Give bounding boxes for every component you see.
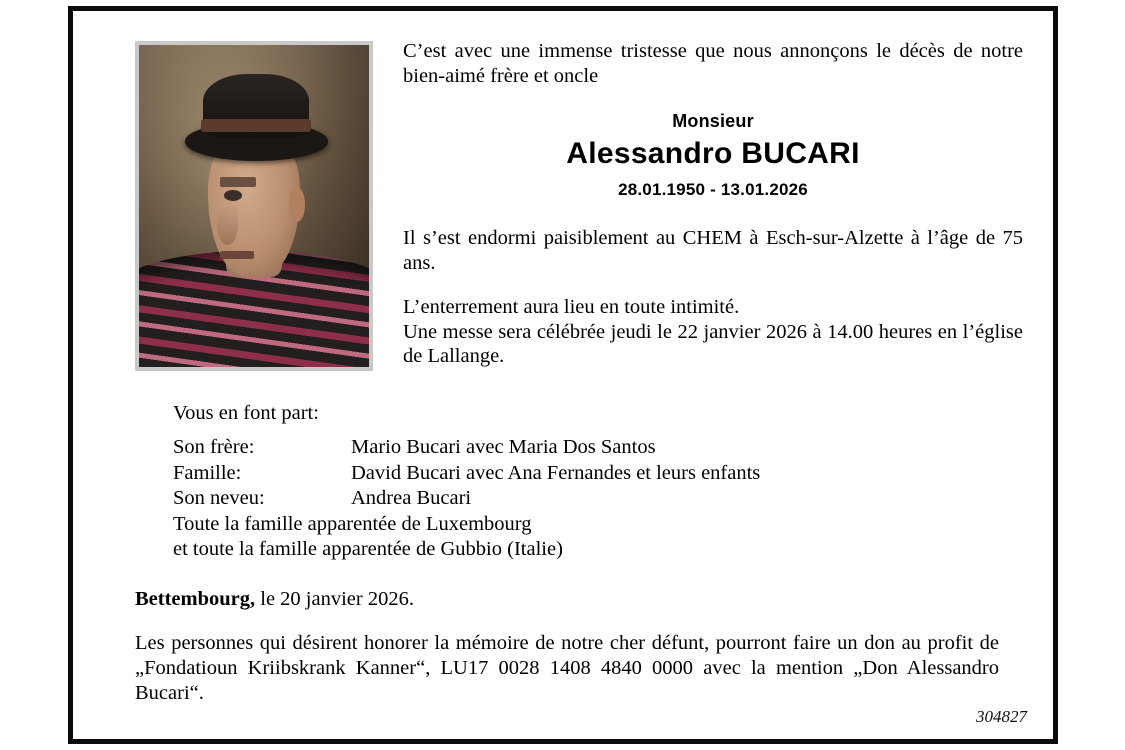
burial-paragraph (403, 295, 1023, 369)
eye-shape (224, 190, 242, 201)
reference-number: 304827 (976, 707, 1027, 726)
obituary-frame (68, 6, 1058, 744)
family-row (173, 435, 1027, 460)
top-section (99, 29, 1027, 371)
burial-line-2: Une messe sera célébrée jeudi le 22 janvier 2026 à 14.00 heures en l’église de Lallange. (403, 320, 1023, 368)
nose-shape (217, 203, 238, 245)
main-text-column (377, 29, 1027, 369)
mouth-shape (220, 251, 255, 259)
family-row (173, 486, 1027, 511)
burial-line-1: L’enterrement aura lieu en toute intimité. (403, 296, 740, 319)
deceased-name: Alessandro BUCARI (566, 137, 860, 170)
family-label: Famille: (173, 461, 242, 484)
family-extra-line-1: Toute la famille apparentée de Luxembourg (173, 512, 532, 535)
family-lead: Vous en font part: (173, 402, 319, 424)
place-date: le 20 janvier 2026. (255, 588, 414, 611)
hat-band-shape (201, 119, 311, 132)
family-label: Son neveu: (173, 487, 265, 510)
family-row (173, 461, 1027, 486)
family-section (99, 401, 1027, 562)
photo-container (99, 29, 377, 371)
portrait-photo (135, 41, 373, 371)
family-label: Son frère: (173, 436, 255, 459)
life-dates: 28.01.1950 - 13.01.2026 (618, 180, 808, 199)
passing-paragraph: Il s’est endormi paisiblement au CHEM à Esch-sur-Alzette à l’âge de 75 ans. (403, 227, 1023, 274)
family-value: Mario Bucari avec Maria Dos Santos (351, 436, 656, 459)
ear-shape (289, 187, 305, 222)
honorific-label: Monsieur (672, 111, 754, 131)
place-name: Bettembourg, (135, 588, 256, 611)
family-extra-line-2: et toute la famille apparentée de Gubbio (Italie) (173, 538, 563, 561)
name-block (403, 111, 1023, 200)
family-value: Andrea Bucari (351, 487, 472, 510)
family-value: David Bucari avec Ana Fernandes et leurs enfants (351, 461, 761, 484)
intro-paragraph: C’est avec une immense tristesse que nous annonçons le décès de notre bien-aimé frère et oncle (403, 40, 1023, 87)
eyebrow-shape (220, 177, 257, 187)
place-date-line (99, 588, 1027, 611)
obituary-content (73, 11, 1053, 739)
donation-paragraph: Les personnes qui désirent honorer la mémoire de notre cher défunt, pourront faire un don au profit de „Fondatioun Kriibskrank Kanner“, LU17 0028 1408 4840 0000 avec la mention „Don Alessandro Bucari“. (135, 632, 999, 704)
